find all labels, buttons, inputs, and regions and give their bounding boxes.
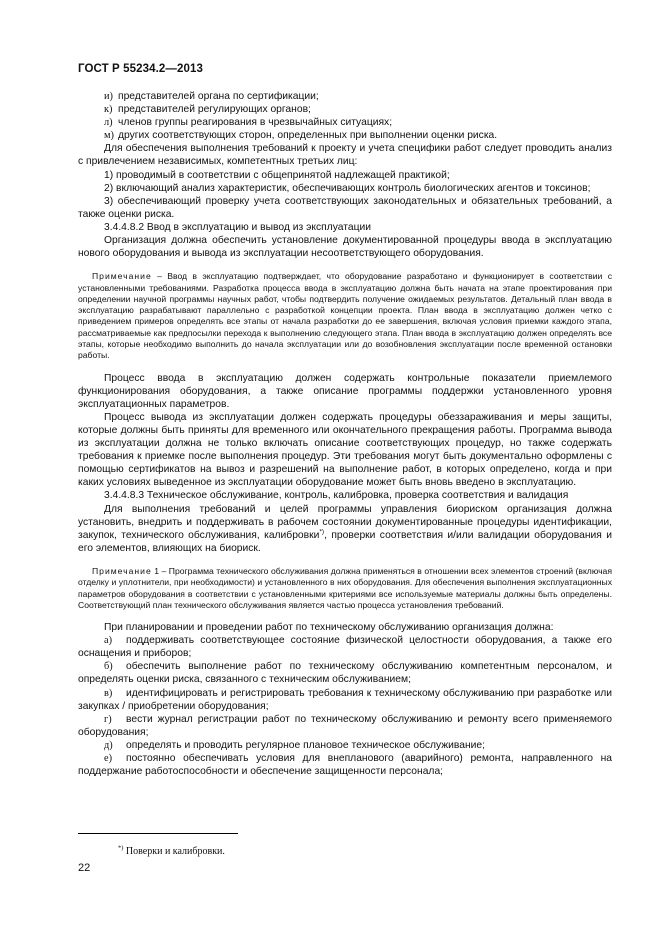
note-text: – Ввод в эксплуатацию подтверждает, что оборудование разработано и функционирует в соответствии с установленными требованиями. Разработка процесса ввода в эксплуатацию должна быть начата на этапе проектирования при определении научной программы научных работ, чтобы подтвердить получение ожидаемых результатов. Детальный план ввода в эксплуатацию разрабатывают параллельно с разработкой концепции проекта. План ввода в эксплуатацию должен четко с приведением примеров определять все этапы от начала разработки до ее завершения, включая условия приемки каждого этапа, рассматриваемые как предпосылки перехода к выполнению следующего этапа. План ввода в эксплуатацию должен определять все этапы, которые необходимо выполнить до начала эксплуатации или до возобновления эксплуатации после временной остановки работы.	[78, 271, 612, 361]
note	[78, 566, 612, 611]
section-heading: 3.4.4.8.3 Техническое обслуживание, контроль, калибровка, проверка соответствия и валидация	[104, 490, 569, 502]
section-heading: 3.4.4.8.2 Ввод в эксплуатацию и вывод из эксплуатации	[104, 221, 371, 233]
list-marker: д)	[104, 739, 113, 751]
list-marker: к)	[104, 104, 113, 116]
page-number: 22	[78, 862, 91, 874]
list-item: 3) обеспечивающий проверку учета соответствующих законодательных и обязательных требований, а также оценки риска.	[78, 195, 612, 220]
list-text: представителей регулирующих органов;	[118, 104, 311, 116]
main-content	[78, 90, 612, 778]
list-marker: л)	[104, 117, 113, 129]
list-text: других соответствующих сторон, определенных при выполнении оценки риска.	[118, 130, 498, 142]
list-marker: м)	[104, 130, 114, 142]
list-item	[78, 752, 612, 778]
note	[78, 271, 612, 361]
list-marker: е)	[104, 753, 112, 765]
list-marker: в)	[104, 687, 113, 699]
list-marker: и)	[104, 91, 113, 102]
paragraph-text: , проверки соответствия и/или валидации оборудования и его элементов, влияющих на биориск.	[78, 529, 612, 554]
note-text: 1 – Программа технического обслуживания должна применяться в отношении всех элементов строений (включая отделку и уплотнители, при необходимости) и установленного в них оборудования. Для обеспечения выполнения эксплуатационных параметров оборудования в соответствии с установленными критериями все используемые материалы должны быть определены. Соответствующий план технического обслуживания является частью процесса установления требований.	[78, 565, 612, 610]
list-text: постоянно обеспечивать условия для внепланового (аварийного) ремонта, направленного на поддержание работоспособности и обеспечение защищенности персонала;	[78, 753, 612, 778]
paragraph: Организация должна обеспечить установление документированной процедуры ввода в эксплуатацию нового оборудования и вывода из эксплуатации несоответствующего оборудования.	[78, 235, 612, 260]
paragraph: Для обеспечения выполнения требований к проекту и учета специфики работ следует проводить анализ с привлечением независимых, компетентных третьих лиц:	[78, 143, 612, 168]
paragraph-text: Для выполнения требований и целей программы управления биориском организация должна установить, внедрить и поддерживать в рабочем состоянии документированные процедуры идентификации, закупок, технического обслуживания, калибровки	[78, 503, 612, 541]
paragraph: Процесс вывода из эксплуатации должен содержать процедуры обеззараживания и меры защиты, которые должны быть приняты для временного или окончательного прекращения работы. Программа вывода из эксплуатации должна не только включать описание соответствующих процедур, но также содержать требования к приемке после выполнения процедур. Эти требования могут быть документально оформлены с помощью сертификатов на вывоз и разрешений на выполнение работ, в которых определено, когда и при каких условиях выведенное из эксплуатации оборудование может быть вновь введено в эксплуатацию.	[78, 411, 612, 489]
list-marker: а)	[104, 635, 112, 647]
list-text: определять и проводить регулярное плановое техническое обслуживание;	[126, 739, 486, 751]
document-header: ГОСТ Р 55234.2—2013	[78, 63, 203, 75]
paragraph: При планировании и проведении работ по техническому обслуживанию организация должна:	[104, 622, 554, 634]
list-item	[78, 713, 612, 739]
list-item	[78, 739, 612, 752]
paragraph	[78, 503, 612, 555]
list-text: членов группы реагирования в чрезвычайных ситуациях;	[118, 117, 393, 129]
list-item	[78, 103, 612, 116]
list-item	[78, 129, 612, 142]
footnote-divider	[78, 833, 238, 834]
paragraph: Процесс ввода в эксплуатацию должен содержать контрольные показатели приемлемого функционирования оборудования, а также описание программы поддержки установленного уровня эксплуатационных параметров.	[78, 372, 612, 410]
list-item: 1) проводимый в соответствии с общепринятой надлежащей практикой;	[104, 169, 450, 181]
footnote-mark: *)	[118, 844, 124, 852]
list-item	[78, 687, 612, 713]
footnote-ref: *)	[319, 528, 325, 536]
list-item: 2) включающий анализ характеристик, обеспечивающих контроль биологических агентов и токсинов;	[104, 182, 591, 194]
footnote-text: Поверки и калибровки.	[123, 846, 225, 857]
note-label: Примечание	[92, 271, 152, 282]
list-text: представителей органа по сертификации;	[118, 91, 319, 102]
footnote	[118, 846, 225, 857]
list-item	[78, 660, 612, 686]
list-item	[78, 90, 612, 103]
list-text: вести журнал регистрации работ по техническому обслуживанию и ремонту всего применяемого оборудования;	[78, 713, 612, 738]
list-text: обеспечить выполнение работ по техническому обслуживанию компетентным персоналом, и определять оценки риска, связанного с техническим обслуживанием;	[78, 661, 612, 686]
note-label: Примечание	[92, 565, 152, 576]
list-text: идентифицировать и регистрировать требования к техническому обслуживанию при разработке или закупках / приобретении оборудования;	[78, 687, 612, 712]
list-marker: б)	[104, 661, 113, 673]
list-item	[78, 116, 612, 129]
list-item	[78, 634, 612, 660]
list-text: поддерживать соответствующее состояние физической целостности оборудования, а также его оснащения и приборов;	[78, 635, 612, 660]
list-marker: г)	[104, 713, 112, 725]
